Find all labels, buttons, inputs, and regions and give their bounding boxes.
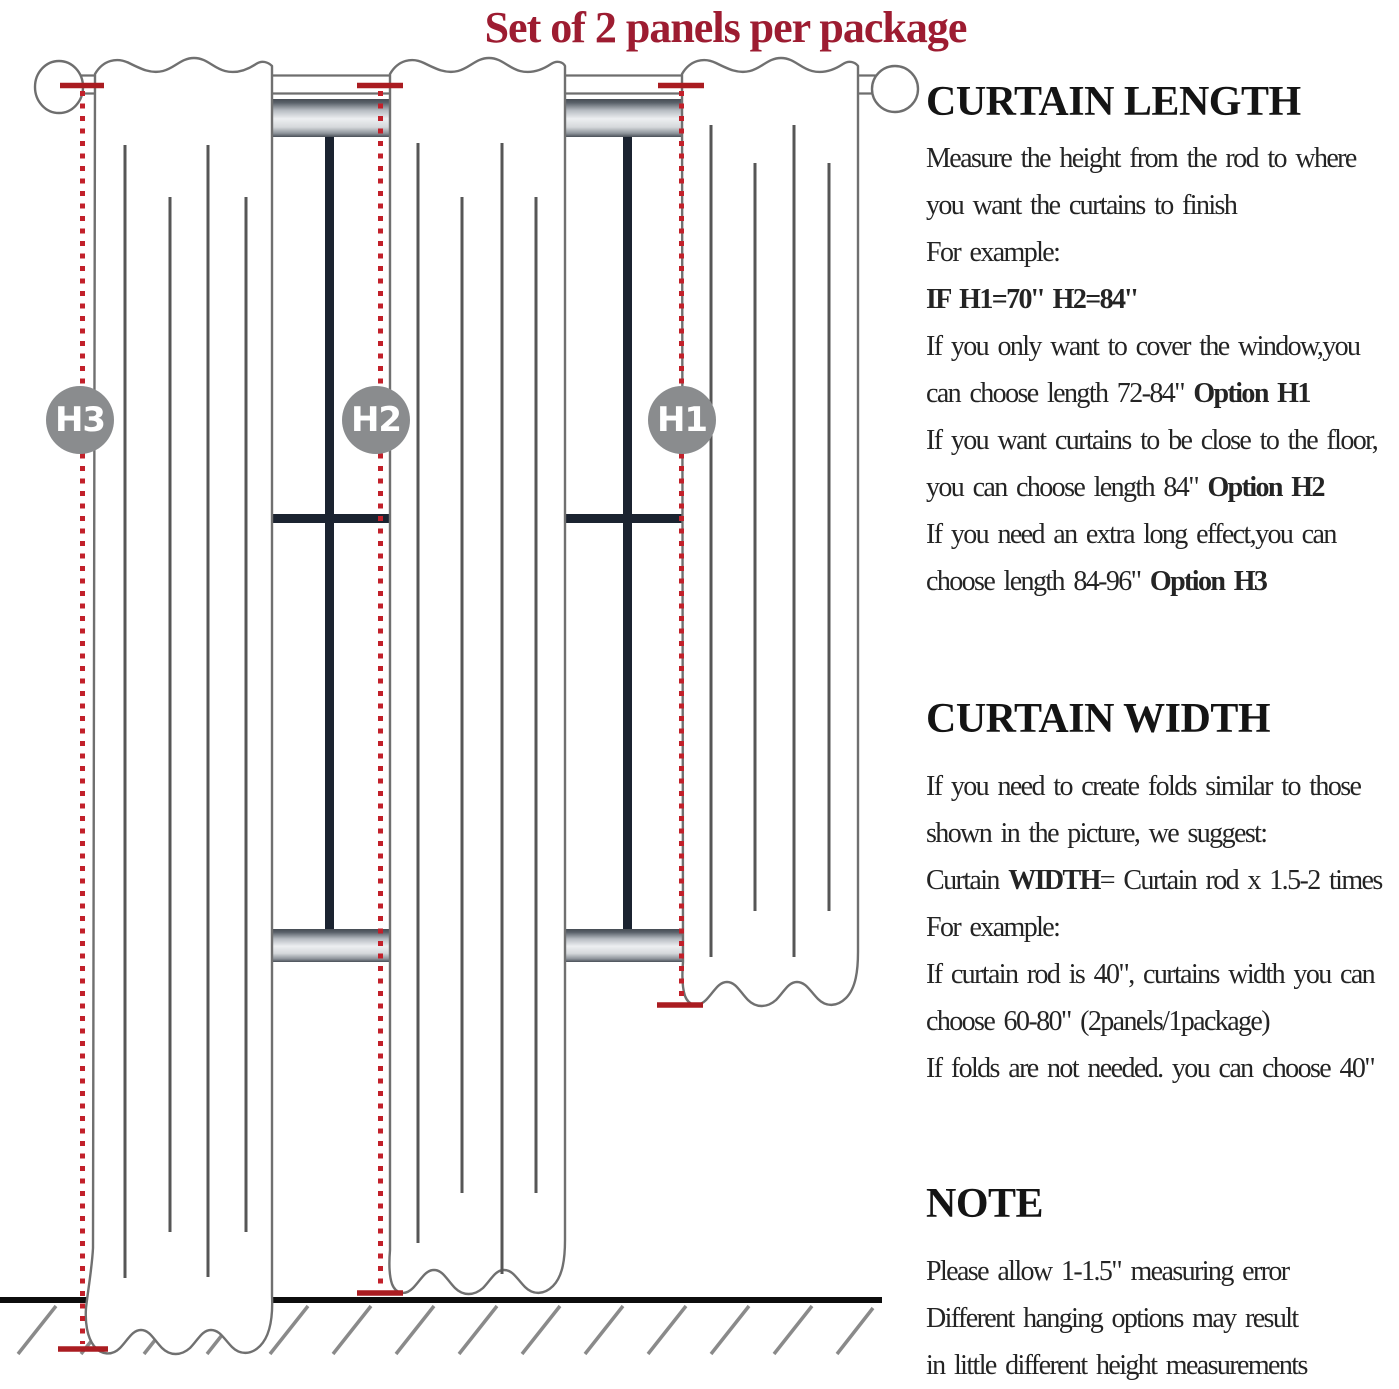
- section-note: [926, 1182, 1399, 1389]
- text-line: you want the curtains to finish: [926, 190, 1237, 221]
- curtain-panel-h2: [389, 58, 565, 1294]
- section-curtain-length: [926, 80, 1399, 605]
- text-line: in little different height measurements: [926, 1350, 1307, 1381]
- text-line: For example:: [926, 912, 1060, 943]
- text-line: choose 60-80" (2panels/1package): [926, 1006, 1269, 1037]
- curtain-panel-h3: [86, 58, 272, 1354]
- note-heading: NOTE: [926, 1181, 1044, 1227]
- text-line: If you need to create folds similar to those: [926, 771, 1361, 802]
- text-line: If curtain rod is 40", curtains width you can: [926, 959, 1375, 990]
- text-line: If you want curtains to be close to the floor,: [926, 425, 1378, 456]
- window-mullion-left: [325, 137, 334, 930]
- h2-badge: H2: [342, 386, 410, 454]
- text-line: you can choose length 84" Option H2: [926, 472, 1324, 503]
- curtain-width-heading: CURTAIN WIDTH: [926, 696, 1271, 742]
- curtain-length-heading: CURTAIN LENGTH: [926, 79, 1301, 125]
- text-line: If you need an extra long effect,you can: [926, 519, 1336, 550]
- text-line: Measure the height from the rod to where: [926, 143, 1356, 174]
- text-line: shown in the picture, we suggest:: [926, 818, 1267, 849]
- text-line: If folds are not needed. you can choose 40": [926, 1053, 1375, 1084]
- text-line: If you only want to cover the window,you: [926, 331, 1360, 362]
- section-curtain-width: [926, 697, 1399, 1092]
- text-line: choose length 84-96" Option H3: [926, 566, 1267, 597]
- text-line: For example:: [926, 237, 1060, 268]
- h3-badge: H3: [46, 386, 114, 454]
- text-line: Different hanging options may result: [926, 1303, 1298, 1334]
- instructions-column: [926, 0, 1399, 1382]
- text-line: IF H1=70'' H2=84'': [926, 284, 1137, 315]
- h1-badge: H1: [648, 386, 716, 454]
- curtain-panel-h1: [682, 58, 858, 1006]
- rod-finial-right-icon: [872, 66, 918, 112]
- window-mullion-right: [623, 137, 632, 930]
- page-title: Set of 2 panels per package: [484, 3, 967, 52]
- text-line: Please allow 1-1.5" measuring error: [926, 1256, 1289, 1287]
- text-line: Curtain WIDTH= Curtain rod x 1.5-2 times: [926, 865, 1382, 896]
- text-line: can choose length 72-84" Option H1: [926, 378, 1310, 409]
